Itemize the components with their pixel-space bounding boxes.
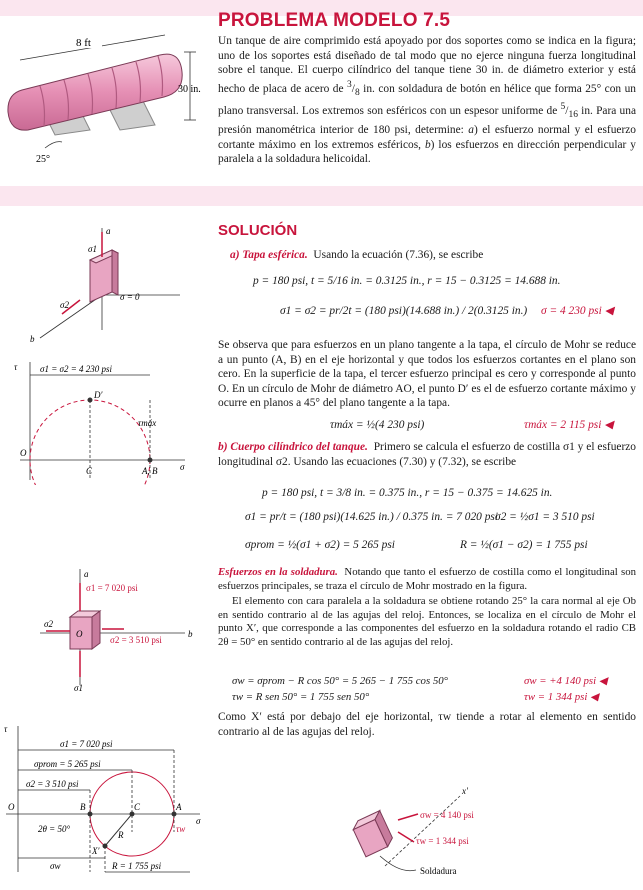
sigma1-label: σ1: [88, 244, 97, 254]
elem-b-s2: σ2 = 3 510 psi: [110, 635, 162, 645]
mohr-a-o: O: [20, 448, 27, 458]
mohr-b-r: R: [118, 830, 124, 840]
mohr-b-tw: τw: [176, 824, 186, 834]
part-b-block: b) Cuerpo cilíndrico del tanque. Primero se calcula el esfuerzo de costilla σ1 y el esfuerzo longitudinal σ2. Usando las ecuaciones (7.30) y (7.32), se escribe: [218, 441, 636, 468]
mohr-b-x: X′: [92, 846, 100, 856]
mohr-circle-b: [0, 722, 210, 882]
separator-band: [0, 186, 643, 206]
weld-paragraph1: Esfuerzos en la soldadura. Notando que tanto el esfuerzo de costilla como el longitudinal son esfuerzos principales, se traza el círculo de Mohr mostrado en la figura.: [218, 566, 636, 592]
mohr-a-ab: A, B: [142, 466, 158, 476]
part-b-eq1: p = 180 psi, t = 3/8 in. = 0.375 in., r = 15 − 0.375 = 14.625 in.: [262, 487, 553, 499]
elem-b-axis-a: a: [84, 569, 89, 579]
part-a-heading: a) Tapa esférica. Usando la ecuación (7.36), se escribe: [230, 249, 484, 261]
axis-b-label: b: [30, 334, 35, 344]
problem-title: PROBLEMA MODELO 7.5: [218, 10, 451, 31]
mohr-b-a: A: [176, 802, 182, 812]
mohr-b-sw: σw: [50, 861, 61, 871]
weld-eq1-result: σw = +4 140 psi ◀: [524, 675, 608, 687]
mohr-b-b: B: [80, 802, 86, 812]
mohr-a-d: D′: [94, 390, 103, 400]
mohr-b-s1: σ1 = 7 020 psi: [60, 739, 113, 749]
mohr-a-tau: τ: [14, 362, 18, 372]
mohr-b-sigma: σ: [196, 816, 201, 826]
mohr-b-tau: τ: [4, 724, 8, 734]
weld-sw: σw = 4 140 psi: [420, 810, 474, 820]
part-a-result1: σ = 4 230 psi ◀: [541, 305, 614, 317]
sigma-zero-label: σ = 0: [120, 292, 140, 302]
tank-length: 8 ft: [76, 37, 91, 49]
part-b-eq3b: R = ½(σ1 − σ2) = 1 755 psi: [460, 539, 588, 551]
weld-angle: 25°: [36, 154, 50, 165]
weld-eq2: τw = R sen 50° = 1 755 sen 50°: [232, 691, 370, 703]
weld-closing: Como X′ está por debajo del eje horizontal, τw tiende a rotar al elemento en sentido contrario al de las agujas del reloj.: [218, 711, 636, 738]
elem-b-s1-bottom: σ1: [74, 683, 83, 693]
mohr-a-top: σ1 = σ2 = 4 230 psi: [40, 364, 113, 374]
part-b-eq3a: σprom = ½(σ1 + σ2) = 5 265 psi: [245, 539, 395, 551]
mohr-b-2theta: 2θ = 50°: [38, 824, 71, 834]
tank-diameter: 30 in.: [178, 84, 201, 95]
element-a-figure: [20, 220, 200, 345]
weld-x: x′: [462, 786, 468, 796]
part-a-eq3: τmáx = ½(4 230 psi): [330, 419, 425, 431]
mohr-a-c: C: [86, 466, 93, 476]
elem-b-s1: σ1 = 7 020 psi: [86, 583, 138, 593]
tank-figure: [0, 30, 210, 180]
weld-eq1: σw = σprom − R cos 50° = 5 265 − 1 755 cos 50°: [232, 675, 448, 687]
weld-element-figure: [340, 776, 520, 884]
mohr-circle-a: [10, 360, 195, 485]
mohr-b-s2: σ2 = 3 510 psi: [26, 779, 79, 789]
mohr-b-c: C: [134, 802, 141, 812]
part-a-paragraph: Se observa que para esfuerzos en un plano tangente a la tapa, el círculo de Mohr se reduce a un punto (A, B) en el eje horizontal y que todos los esfuerzos cortantes en el plano son cero. En la superficie de la tapa, el tercer esfuerzo principal es cero y corresponde al punto O. En un círculo de Mohr de diámetro AO, el punto D′ es el de esfuerzo cortante máximo y ocurre en planos a 45° del plano tangente a la tapa.: [218, 339, 636, 410]
element-b-figure: [10, 565, 200, 695]
elem-b-s2-left: σ2: [44, 619, 53, 629]
part-a-eq1: p = 180 psi, t = 5/16 in. = 0.3125 in., r = 15 − 0.3125 = 14.688 in.: [253, 275, 561, 287]
part-b-eq2a: σ1 = pr/t = (180 psi)(14.625 in.) / 0.375 in. = 7 020 psi: [245, 511, 499, 523]
weld-eq2-result: τw = 1 344 psi ◀: [524, 691, 599, 703]
weld-tw: τw = 1 344 psi: [416, 836, 469, 846]
mohr-a-tmax: τmáx: [138, 418, 157, 428]
part-a-result2: τmáx = 2 115 psi ◀: [524, 419, 613, 431]
axis-a-label: a: [106, 226, 111, 236]
mohr-b-rval: R = 1 755 psi: [112, 861, 162, 871]
sigma2-label: σ2: [60, 300, 69, 310]
weld-label: Soldadura: [420, 866, 457, 876]
elem-b-o: O: [76, 629, 83, 639]
mohr-a-sigma: σ: [180, 462, 185, 472]
mohr-b-o: O: [8, 802, 15, 812]
mohr-b-sprom: σprom = 5 265 psi: [34, 759, 101, 769]
part-a-eq2: σ1 = σ2 = pr/2t = (180 psi)(14.688 in.) / 2(0.3125 in.): [280, 305, 528, 317]
weld-paragraph2: El elemento con cara paralela a la soldadura se obtiene rotando 25° la cara normal al eje Ob en sentido contrario al de las agujas del reloj. Entonces, se localiza en el círculo de Mohr el punto X′, que corresponde a las componentes del esfuerzo en la soldadura rotando el radio CB 2θ = 50° en sentido contrario al de las agujas del reloj.: [218, 595, 636, 648]
elem-b-axis-b: b: [188, 629, 193, 639]
part-b-eq2b: σ2 = ½σ1 = 3 510 psi: [495, 511, 595, 523]
problem-statement: Un tanque de aire comprimido está apoyado por dos soportes como se indica en la figura; uno de los soportes está diseñado de tal modo que no ejerce ninguna fuerza longitudinal sobre el tanque. El cuerpo cilíndrico del tanque tiene 30 in. de diámetro exterior y está hecho de placa de acero de $^3/_8$ in. con soldadura de botón en hélice que forma 25° con un plano transversal. Los extremos son esféricos con un espesor uniforme de $^5/_{16}$ in. Para una presión manométrica interior de 180 psi, determine: a) el esfuerzo normal y el esfuerzo cortante máximo en los extremos esféricos, b) los esfuerzos en dirección perpendicular y paralela a la soldadura helicoidal.: [218, 35, 636, 166]
solution-heading: SOLUCIÓN: [218, 222, 298, 239]
